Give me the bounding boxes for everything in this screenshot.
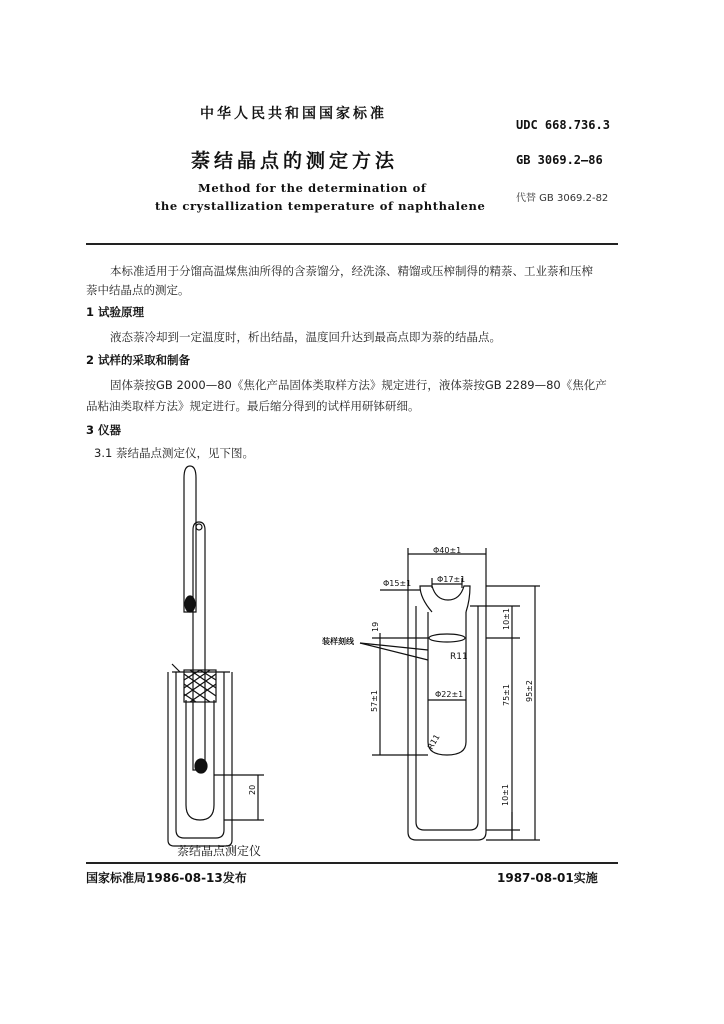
gb-standard-code: GB 3069.2—86	[516, 153, 603, 167]
label-sample-line: 装样刻线	[322, 637, 354, 646]
dim-label-inner-diameter: Φ22±1	[435, 690, 464, 699]
dim-label-19: 19	[371, 621, 380, 632]
dim-label-10-bottom: 10±1	[501, 784, 510, 806]
dim-label-95: 95±2	[525, 680, 534, 702]
dim-label-outer-diameter: Φ40±1	[433, 546, 462, 555]
dim-label-radius-bottom: R11	[425, 732, 442, 751]
dim-label-radius-top: R11	[450, 652, 468, 662]
thermometer-drawing	[184, 466, 207, 773]
footer-divider	[86, 862, 618, 864]
dim-label-neck: Φ17±1	[437, 575, 466, 584]
section3-heading: 3 仪器	[86, 423, 122, 437]
figure-caption: 萘结晶点测定仪	[177, 844, 262, 858]
dim-label-10-top: 10±1	[502, 608, 511, 630]
section1-heading: 1 试验原理	[86, 305, 145, 319]
standard-type-title: 中华人民共和国国家标准	[200, 106, 387, 122]
document-title: 萘结晶点的测定方法	[191, 150, 399, 172]
dim-label-20: 20	[248, 784, 257, 795]
section2-line1: 固体萘按GB 2000—80《焦化产品固体类取样方法》规定进行，液体萘按GB 2289—80《焦化产	[110, 378, 607, 392]
replaces-standard: 代替 GB 3069.2-82	[516, 193, 609, 204]
section2-heading: 2 试样的采取和制备	[86, 353, 191, 367]
apparatus-tubes-drawing	[168, 664, 264, 846]
english-title-line2: the crystallization temperature of naphthalene	[155, 199, 486, 213]
intro-line2: 萘中结晶点的测定。	[86, 283, 190, 297]
intro-line1: 本标准适用于分馏高温煤焦油所得的含萘馏分，经洗涤、精馏或压榨制得的精萘、工业萘和压榨	[110, 264, 593, 278]
section3-1-text: 3.1 萘结晶点测定仪，见下图。	[94, 446, 254, 460]
section1-text: 液态萘冷却到一定温度时，析出结晶，温度回升达到最高点即为萘的结晶点。	[110, 330, 501, 344]
english-title-line1: Method for the determination of	[198, 181, 427, 195]
issue-date: 国家标准局1986-08-13发布	[86, 871, 247, 885]
udc-code: UDC 668.736.3	[516, 118, 610, 132]
effective-date: 1987-08-01实施	[497, 871, 598, 885]
dim-label-side: Φ15±1	[383, 579, 412, 588]
dim-label-75: 75±1	[502, 684, 511, 706]
dim-label-57: 57±1	[370, 690, 379, 712]
section2-line2: 品粘油类取样方法》规定进行。最后缩分得到的试样用研钵研细。	[86, 399, 420, 413]
